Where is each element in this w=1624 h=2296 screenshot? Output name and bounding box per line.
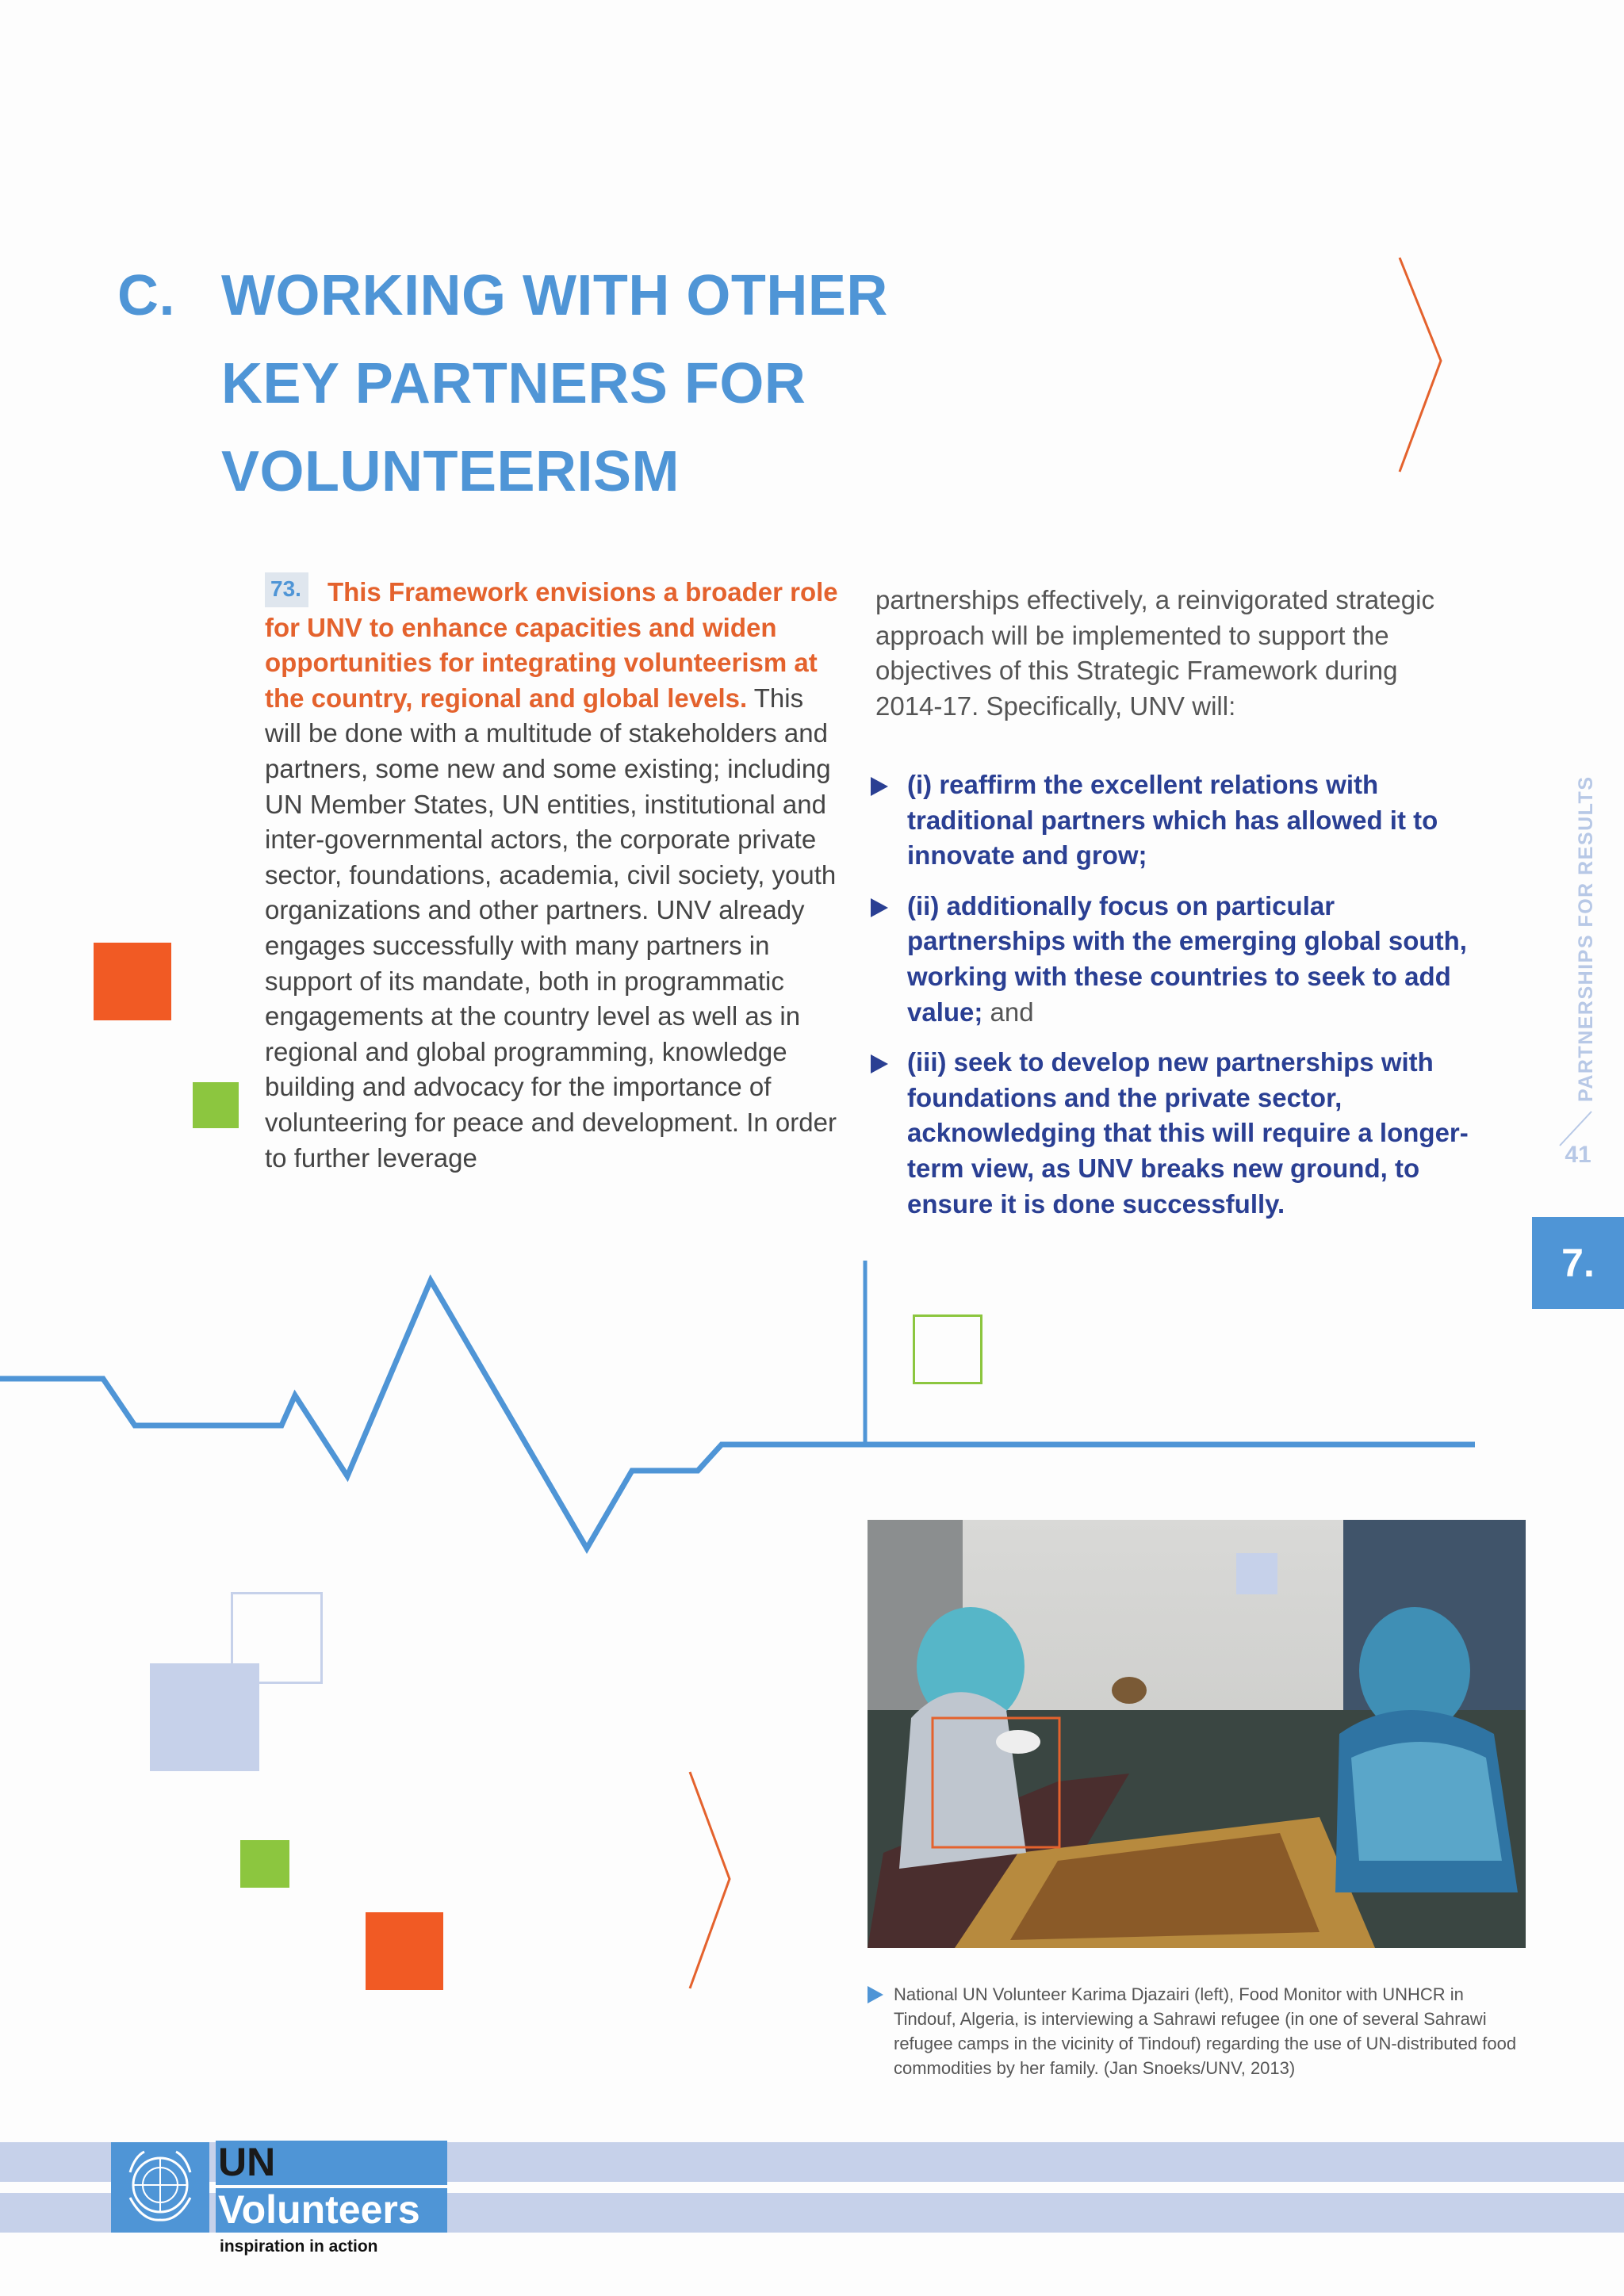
commitment-list xyxy=(869,767,1472,1237)
heading-line-1: WORKING WITH OTHER xyxy=(221,264,888,327)
triangle-bullet-icon xyxy=(871,898,888,917)
green-square-decoration xyxy=(240,1840,289,1888)
triangle-bullet-icon xyxy=(871,777,888,796)
heading-line-3: VOLUNTEERISM xyxy=(221,440,680,503)
photo-caption: National UN Volunteer Karima Djazairi (left), Food Monitor with UNHCR in Tindouf, Algeria, is interviewing a Sahrawi refugee (in one of several Sahrawi refugee camps in the vicinity of Tindouf) regarding the use of UN-distributed food commodities by her family. (Jan Snoeks/UNV, 2013) xyxy=(894,1984,1517,2078)
list-item xyxy=(869,1045,1472,1222)
un-emblem-logo xyxy=(111,2142,209,2233)
logo-volunteers-text: Volunteers xyxy=(218,2187,420,2232)
orange-square-decoration xyxy=(94,943,171,1020)
list-item xyxy=(869,889,1472,1030)
zigzag-line-graphic xyxy=(0,1261,1475,1562)
pale-blue-square-decoration xyxy=(150,1663,259,1771)
paragraph-73 xyxy=(265,572,840,1176)
section-heading xyxy=(117,252,888,516)
logo-tagline: inspiration in action xyxy=(220,2237,378,2256)
logo-un-text: UN xyxy=(218,2140,276,2184)
orange-square-decoration xyxy=(366,1912,443,1990)
bullet-text: (iii) seek to develop new partnerships with foundations and the private sector, acknowledging that this will require a longer-term view, as UNV breaks new ground, to ensure it is done successfully. xyxy=(907,1047,1469,1219)
green-outline-square-decoration xyxy=(913,1314,982,1384)
field-photo xyxy=(868,1520,1526,1948)
chevron-right-decoration xyxy=(1392,254,1447,476)
chapter-tab[interactable] xyxy=(1532,1217,1624,1309)
paragraph-body: This will be done with a multitude of stakeholders and partners, some new and some existing; including UN Member States, UN entities, institutional and inter-governmental actors, the corporate private sector, foundations, academia, civil society, youth organizations and other partners. UNV already engages successfully with many partners in support of its mandate, both in programmatic engagements at the country level as well as in regional and global programming, knowledge building and advocacy for the importance of volunteering for peace and development. In order to further leverage xyxy=(265,683,837,1173)
page-number: 41 xyxy=(1565,1142,1591,1168)
chevron-right-decoration xyxy=(682,1768,737,1992)
bullet-tail: and xyxy=(982,997,1034,1027)
list-item xyxy=(869,767,1472,874)
chapter-number: 7. xyxy=(1561,1241,1595,1285)
bullet-text: (ii) additionally focus on particular partnerships with the emerging global south, working with these countries to seek to add value; xyxy=(907,890,1467,1027)
green-square-decoration xyxy=(193,1082,239,1128)
section-side-label: PARTNERSHIPS FOR RESULTS xyxy=(1575,775,1597,1102)
paragraph-lead: This Framework envisions a broader role for UNV to enhance capacities and widen opportunities for integrating volunteerism at the country, regional and global levels. xyxy=(265,577,838,713)
section-letter: C. xyxy=(117,264,175,327)
caption-triangle-icon xyxy=(868,1986,883,2003)
paragraph-continuation: partnerships effectively, a reinvigorated strategic approach will be implemented to support the objectives of this Strategic Framework during 2014-17. Specifically, UNV will: xyxy=(875,585,1434,721)
triangle-bullet-icon xyxy=(871,1054,888,1073)
heading-line-2: KEY PARTNERS FOR xyxy=(221,352,806,415)
paragraph-number: 73. xyxy=(265,572,308,607)
bullet-text: (i) reaffirm the excellent relations with traditional partners which has allowed it to innovate and grow; xyxy=(907,770,1438,871)
